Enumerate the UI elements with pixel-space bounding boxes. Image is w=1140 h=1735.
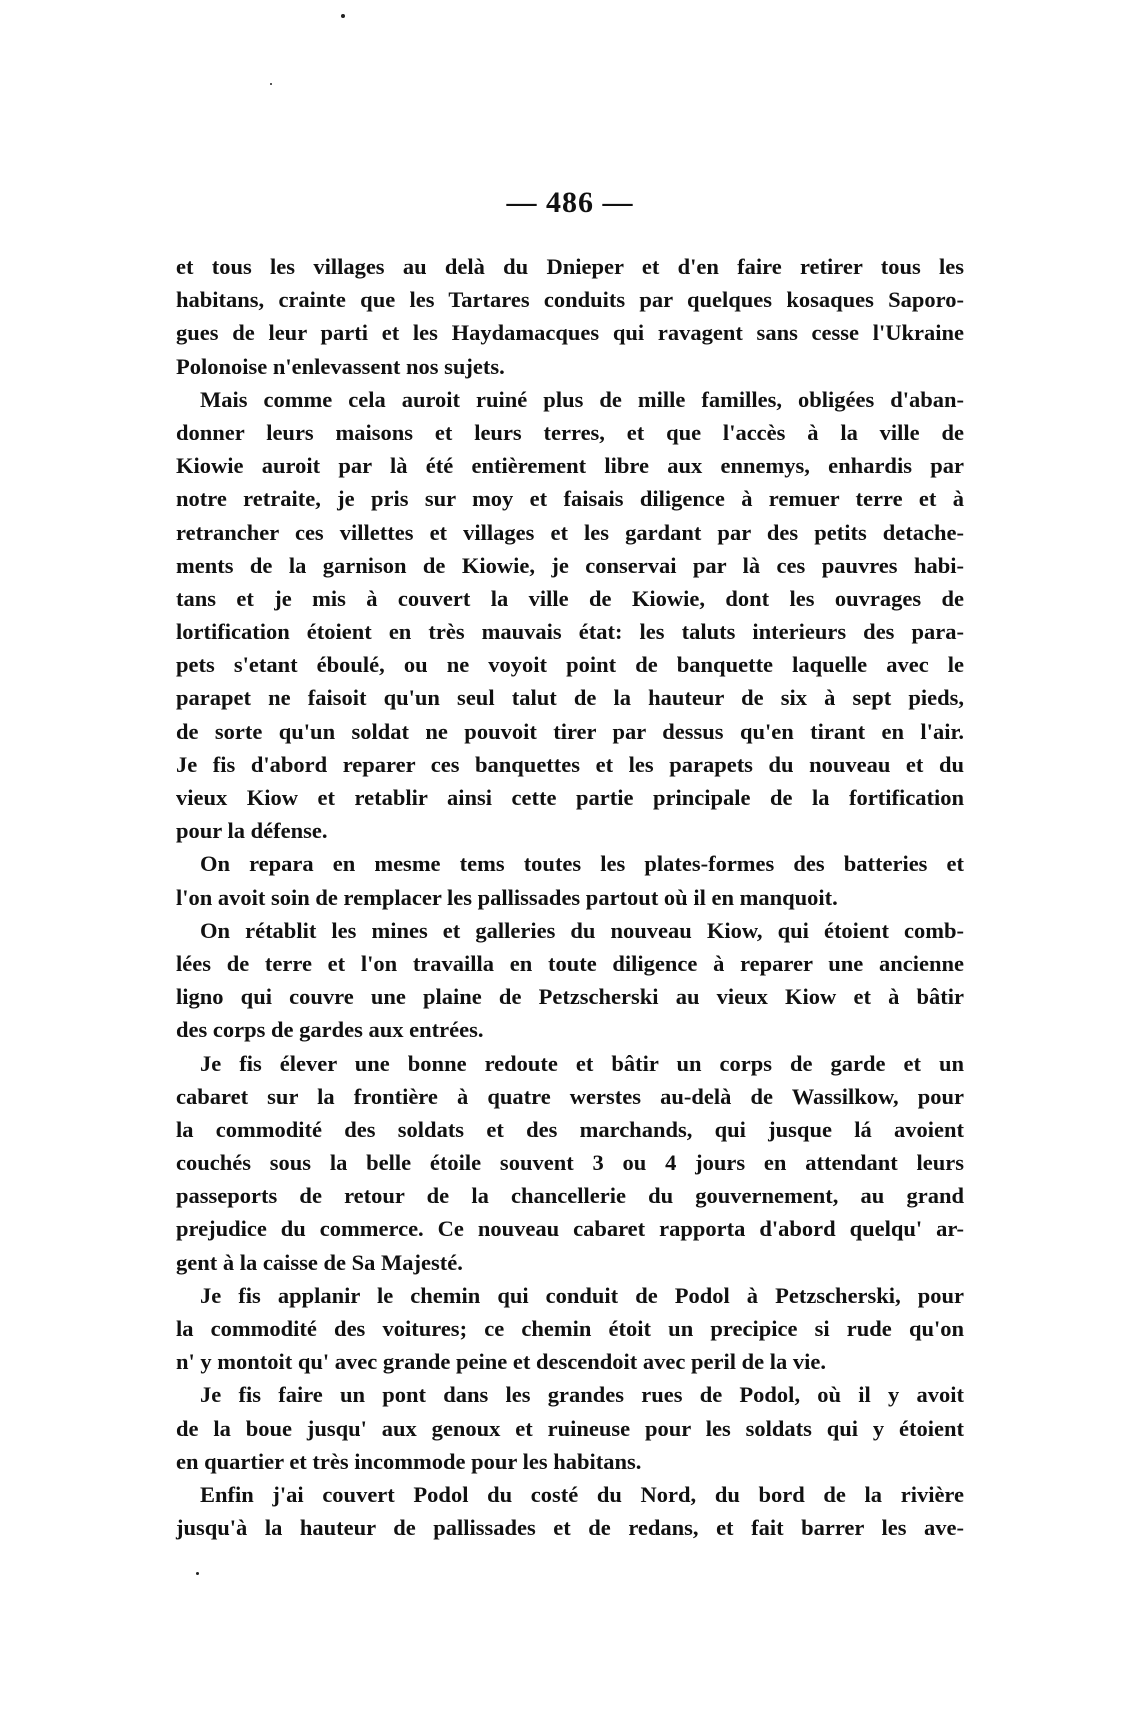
text-line: Je fis applanir le chemin qui conduit de Podol à Petzscherski, pour: [200, 1282, 964, 1308]
paragraph: [176, 914, 964, 1047]
text-line: l'on avoit soin de remplacer les pallissades partout où il en manquoit.: [176, 884, 838, 910]
scan-speck: [270, 83, 272, 85]
text-line: pour la défense.: [176, 818, 328, 844]
text-line: ligno qui couvre une plaine de Petzscherski au vieux Kiow et à bâtir: [176, 984, 964, 1010]
text-line: Polonoise n'enlevassent nos sujets.: [176, 353, 505, 379]
page-number: — 486 —: [506, 186, 634, 219]
text-line: tans et je mis à couvert la ville de Kiowie, dont les ouvrages de: [176, 585, 964, 611]
text-line: Je fis d'abord reparer ces banquettes et les parapets du nouveau et du: [176, 751, 964, 777]
text-line: des corps de gardes aux entrées.: [176, 1017, 484, 1043]
text-line: On repara en mesme tems toutes les plates-formes des batteries et: [200, 851, 964, 877]
paragraph: [176, 383, 964, 848]
text-line: habitans, crainte que les Tartares conduits par quelques kosaques Saporo-: [176, 287, 964, 313]
text-line: jusqu'à la hauteur de pallissades et de redans, et fait barrer les ave-: [176, 1515, 964, 1541]
text-line: de sorte qu'un soldat ne pouvoit tirer par dessus qu'en tirant en l'air.: [176, 718, 964, 744]
text-line: pets s'etant éboulé, ou ne voyoit point de banquette laquelle avec le: [176, 652, 964, 678]
text-line: la commodité des soldats et des marchands, qui jusque lá avoient: [176, 1116, 964, 1142]
text-line: Je fis faire un pont dans les grandes rues de Podol, où il y avoit: [200, 1382, 964, 1408]
paragraph: [176, 1047, 964, 1279]
text-line: et tous les villages au delà du Dnieper et d'en faire retirer tous les: [176, 254, 964, 279]
text-line: Mais comme cela auroit ruiné plus de mille familles, obligées d'aban-: [200, 386, 964, 412]
text-line: lortification étoient en très mauvais état: les taluts interieurs des para-: [176, 619, 964, 645]
text-line: cabaret sur la frontière à quatre werstes au-delà de Wassilkow, pour: [176, 1083, 964, 1109]
text-line: notre retraite, je pris sur moy et faisais diligence à remuer terre et à: [176, 486, 964, 512]
paragraph: [176, 1478, 964, 1544]
paragraph: [176, 847, 964, 913]
text-line: passeports de retour de la chancellerie du gouvernement, au grand: [176, 1183, 964, 1209]
scan-speck: [341, 14, 345, 18]
scan-speck: [196, 1572, 199, 1575]
text-line: couchés sous la belle étoile souvent 3 ou 4 jours en attendant leurs: [176, 1150, 964, 1176]
text-line: gues de leur parti et les Haydamacques qui ravagent sans cesse l'Ukraine: [176, 320, 964, 346]
body-text: [176, 250, 964, 1544]
text-line: Je fis élever une bonne redoute et bâtir un corps de garde et un: [200, 1050, 964, 1076]
text-line: donner leurs maisons et leurs terres, et que l'accès à la ville de: [176, 419, 964, 445]
text-line: lées de terre et l'on travailla en toute diligence à reparer une ancienne: [176, 950, 964, 976]
text-line: parapet ne faisoit qu'un seul talut de la hauteur de six à sept pieds,: [176, 685, 964, 711]
text-line: vieux Kiow et retablir ainsi cette partie principale de la fortification: [176, 785, 964, 810]
paragraph: [176, 1279, 964, 1379]
text-line: n' y montoit qu' avec grande peine et descendoit avec peril de la vie.: [176, 1349, 826, 1375]
text-line: ments de la garnison de Kiowie, je conservai par là ces pauvres habi-: [176, 552, 964, 578]
text-line: de la boue jusqu' aux genoux et ruineuse pour les soldats qui y étoient: [176, 1415, 964, 1441]
paragraph: [176, 1378, 964, 1478]
text-line: Kiowie auroit par là été entièrement libre aux ennemys, enhardis par: [176, 453, 964, 479]
paragraph: [176, 250, 964, 383]
text-line: la commodité des voitures; ce chemin étoit un precipice si rude qu'on: [176, 1316, 964, 1341]
text-line: retrancher ces villettes et villages et les gardant par des petits detache-: [176, 519, 964, 545]
text-line: en quartier et très incommode pour les habitans.: [176, 1448, 642, 1474]
text-line: Enfin j'ai couvert Podol du costé du Nord, du bord de la rivière: [200, 1481, 964, 1507]
text-line: prejudice du commerce. Ce nouveau cabaret rapporta d'abord quelqu' ar-: [176, 1216, 964, 1242]
text-line: On rétablit les mines et galleries du nouveau Kiow, qui étoient comb-: [200, 917, 964, 943]
text-line: gent à la caisse de Sa Majesté.: [176, 1249, 463, 1275]
